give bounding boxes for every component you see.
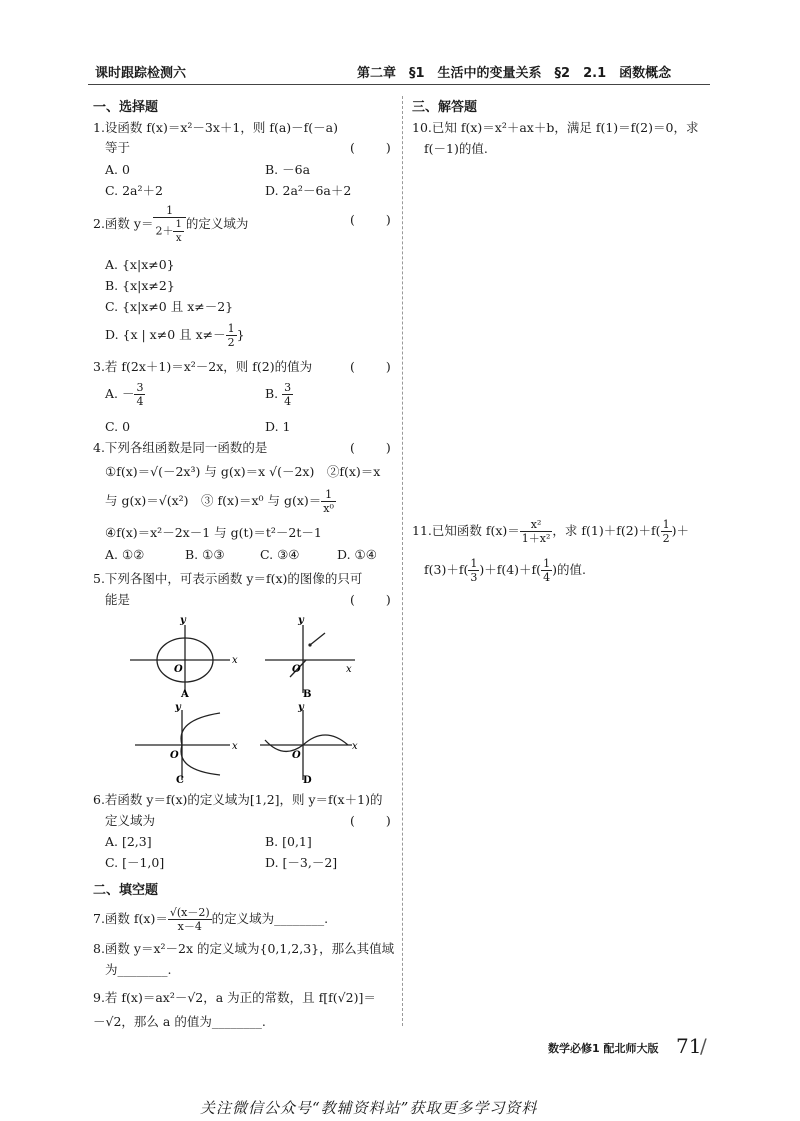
q4-option-d: D. ①④ [337,547,377,562]
graph-c-origin: O [170,750,179,761]
q1-option-d: D. 2a²－6a＋2 [265,183,352,198]
book-badge: 数学必修1 配北师大版 [548,1042,659,1055]
q6-stem: 6.若函数 y＝f(x)的定义域为[1,2]，则 y＝f(x＋1)的 [93,792,383,807]
q2-option-b: B. {x|x≠2} [105,278,175,293]
q3-option-c: C. 0 [105,419,131,434]
q1-option-c: C. 2a²＋2 [105,183,163,198]
q4-line-3: ④f(x)＝x²－2x－1 与 g(t)＝t²－2t－1 [105,525,322,540]
graph-a-label: A [181,689,189,700]
q11-stem: 11.已知函数 f(x)＝ $\frac{\text{x²}}{\text{1＋x²}}$ ，求 f(1)＋f(2)＋f( $\frac{1}{2}$ )＋ [412,518,689,545]
graph-d-origin: O [292,750,301,761]
section-answer: 三、解答题 [412,100,478,115]
q6-option-d: D. [－3,－2] [265,855,338,870]
q5-stem: 5.下列各图中，可表示函数 y＝f(x)的图像的只可 [93,571,363,586]
chapter-title: 第二章 §1 生活中的变量关系 §2 2.1 函数概念 [357,66,672,81]
q6-option-a: A. [2,3] [105,834,152,849]
graph-b-origin: O [292,664,301,675]
section-fill: 二、填空题 [93,883,159,898]
q6-option-b: B. [0,1] [265,834,312,849]
q2-option-d: D. {x | x≠0 且 x≠－ $\frac{1}{2}$ } [105,322,245,349]
graph-d-y-label: y [298,702,304,713]
q1-stem: 1.设函数 f(x)＝x²－3x＋1，则 f(a)－f(－a) [93,120,338,135]
graph-b-x-label: x [346,664,352,675]
header-rule [88,84,710,85]
graph-c-x-label: x [232,741,238,752]
q10-stem-2: f(－1)的值. [424,141,488,156]
q6-answer-paren: ( ) [350,813,393,828]
graph-c-label: C [176,775,184,785]
q5-answer-paren: ( ) [350,592,393,607]
q2-stem: 2.函数 y＝ 1 2＋ $\frac{1}{x}$ 的定义域为 [93,204,249,244]
q4-option-b: B. ①③ [185,547,225,562]
column-divider [402,96,403,1026]
q1-option-b: B. －6a [265,162,311,177]
q2-option-a: A. {x|x≠0} [105,257,175,272]
graph-a-y-label: y [180,615,186,626]
q11-stem-2: f(3)＋f( $\frac{1}{3}$ )＋f(4)＋f( $\frac{1}{4}$ )的值. [424,557,586,584]
q5-stem-2: 能是 [105,592,131,607]
graph-a-x-label: x [232,655,238,666]
q10-stem: 10.已知 f(x)＝x²＋ax＋b，满足 f(1)＝f(2)＝0，求 [412,120,699,135]
q3-option-b: B. $\frac{3}{4}$ [265,381,292,408]
graph-c-y-label: y [175,702,181,713]
graph-a-ellipse [130,625,230,693]
graph-c-parabola [135,710,230,780]
section-choice: 一、选择题 [93,100,159,115]
q8-stem-2: 为________. [105,962,172,977]
q3-answer-paren: ( ) [350,359,393,374]
page-number: 71 [676,1034,702,1058]
graph-d-x-label: x [352,741,358,752]
q3-option-a: A. － $\frac{3}{4}$ [105,381,144,408]
q1-answer-paren: ( ) [350,140,393,155]
graph-b-label: B [303,689,312,700]
page-slash: / [700,1034,707,1058]
q7-stem: 7.函数 f(x)＝ $\frac{√(x-2)}{x-4}$ 的定义域为________. [93,906,329,933]
q2-option-c: C. {x|x≠0 且 x≠－2} [105,299,234,314]
q3-option-d: D. 1 [265,419,291,434]
graph-b-line [265,625,355,693]
q8-stem: 8.函数 y＝x²－2x 的定义域为{0,1,2,3}，那么其值域 [93,941,395,956]
q4-option-a: A. ①② [105,547,145,562]
q2-answer-paren: ( ) [350,212,393,227]
graph-d-label: D [303,775,312,785]
lesson-title: 课时跟踪检测六 [95,66,187,81]
q4-stem: 4.下列各组函数是同一函数的是 [93,440,268,455]
graph-b-y-label: y [298,615,304,626]
q4-line-2: 与 g(x)＝√(x²) ③ f(x)＝x⁰ 与 g(x)＝ $\frac{1}{\text{x⁰}}$ [105,488,334,515]
q3-stem: 3.若 f(2x＋1)＝x²－2x，则 f(2)的值为 [93,359,313,374]
q1-option-a: A. 0 [105,162,130,177]
handwritten-note: 关注微信公众号“教辅资料站”获取更多学习资料 [200,1099,538,1117]
q5-graph-area [120,615,360,785]
q1-stem-2: 等于 [105,140,131,155]
q6-option-c: C. [－1,0] [105,855,165,870]
q6-stem-2: 定义域为 [105,813,156,828]
q4-line-1: ①f(x)＝√(－2x³) 与 g(x)＝x √(－2x) ②f(x)＝x [105,464,381,479]
graph-d-wave [260,710,352,780]
q4-option-c: C. ③④ [260,547,300,562]
q9-stem-2: －√2，那么 a 的值为________. [93,1014,266,1029]
q9-stem: 9.若 f(x)＝ax²－√2，a 为正的常数，且 f[f(√2)]＝ [93,990,376,1005]
q2-fraction: 1 2＋ $\frac{1}{x}$ [153,204,185,245]
graph-a-origin: O [174,664,183,675]
q4-answer-paren: ( ) [350,440,393,455]
